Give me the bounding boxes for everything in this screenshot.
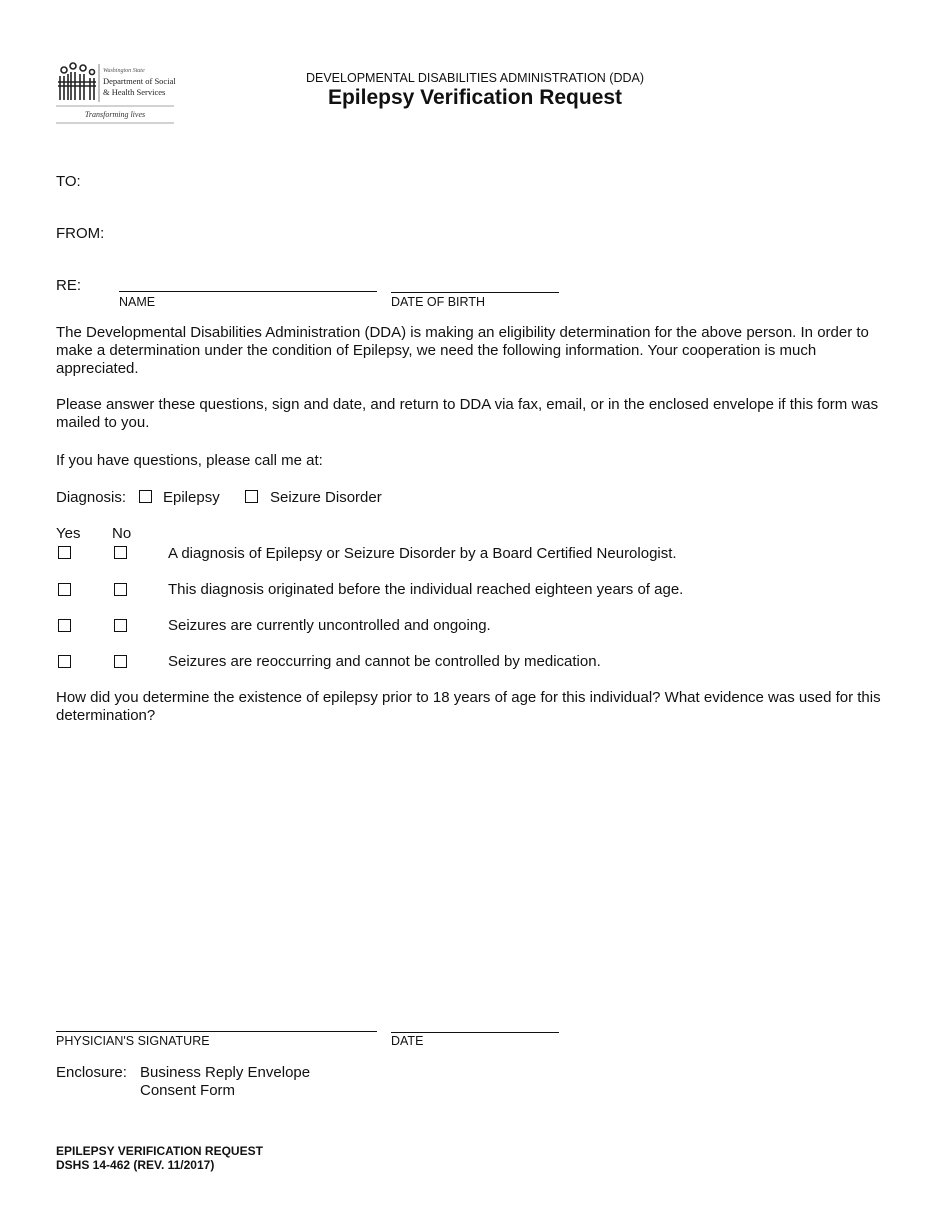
svg-text:& Health Services: & Health Services <box>103 87 166 97</box>
question-1-no-checkbox[interactable] <box>114 546 127 559</box>
footer-form-title: EPILEPSY VERIFICATION REQUEST <box>56 1144 263 1158</box>
yes-header: Yes <box>56 525 81 542</box>
question-4-text: Seizures are reoccurring and cannot be controlled by medication. <box>168 653 601 670</box>
form-title: Epilepsy Verification Request <box>327 86 623 109</box>
dshs-logo-icon <box>56 60 176 126</box>
re-label: RE: <box>56 277 82 294</box>
signature-date-caption: DATE <box>391 1034 424 1048</box>
seizure-disorder-checkbox[interactable] <box>245 490 258 503</box>
svg-text:Washington State: Washington State <box>103 68 145 74</box>
svg-text:Department of Social: Department of Social <box>103 76 176 86</box>
agency-name: DEVELOPMENTAL DISABILITIES ADMINISTRATION (DDA) <box>305 71 645 85</box>
epilepsy-checkbox[interactable] <box>139 490 152 503</box>
question-2-yes-checkbox[interactable] <box>58 583 71 596</box>
seizure-disorder-option-label: Seizure Disorder <box>270 489 382 506</box>
enclosure-item-envelope: Business Reply Envelope <box>140 1064 311 1081</box>
to-label: TO: <box>56 173 81 190</box>
questions-call-text: If you have questions, please call me at: <box>56 452 323 469</box>
question-4-no-checkbox[interactable] <box>114 655 127 668</box>
physician-signature-field[interactable] <box>56 1031 377 1032</box>
signature-date-field[interactable] <box>391 1032 559 1033</box>
question-3-text: Seizures are currently uncontrolled and ongoing. <box>168 617 491 634</box>
enclosure-item-consent-form: Consent Form <box>140 1082 236 1099</box>
from-label: FROM: <box>56 225 105 242</box>
evidence-question: How did you determine the existence of epilepsy prior to 18 years of age for this individual? What evidence was used for this determination? <box>56 689 881 724</box>
question-1-text: A diagnosis of Epilepsy or Seizure Disorder by a Board Certified Neurologist. <box>168 545 677 562</box>
enclosure-label: Enclosure: <box>56 1064 127 1081</box>
question-4-yes-checkbox[interactable] <box>58 655 71 668</box>
diagnosis-label: Diagnosis: <box>56 489 127 506</box>
intro-paragraph: The Developmental Disabilities Administration (DDA) is making an eligibility determination for the above person. In order to make a determination under the condition of Epilepsy, we need the following information. Your cooperation is much appreciated. <box>56 324 869 377</box>
question-3-yes-checkbox[interactable] <box>58 619 71 632</box>
date-of-birth-caption: DATE OF BIRTH <box>391 295 485 309</box>
svg-text:Transforming lives: Transforming lives <box>84 110 146 119</box>
question-1-yes-checkbox[interactable] <box>58 546 71 559</box>
no-header: No <box>112 525 132 542</box>
epilepsy-option-label: Epilepsy <box>163 489 220 506</box>
name-field[interactable] <box>119 291 377 292</box>
question-2-no-checkbox[interactable] <box>114 583 127 596</box>
question-3-no-checkbox[interactable] <box>114 619 127 632</box>
footer-form-number: DSHS 14-462 (REV. 11/2017) <box>56 1158 215 1172</box>
name-caption: NAME <box>119 295 156 309</box>
physician-signature-caption: PHYSICIAN'S SIGNATURE <box>56 1034 210 1048</box>
evidence-answer-area[interactable] <box>56 730 896 1020</box>
dshs-logo <box>56 60 176 126</box>
date-of-birth-field[interactable] <box>391 292 559 293</box>
instructions-paragraph: Please answer these questions, sign and date, and return to DDA via fax, email, or in the enclosed envelope if this form was mailed to you. <box>56 396 879 431</box>
question-2-text: This diagnosis originated before the individual reached eighteen years of age. <box>168 581 684 598</box>
